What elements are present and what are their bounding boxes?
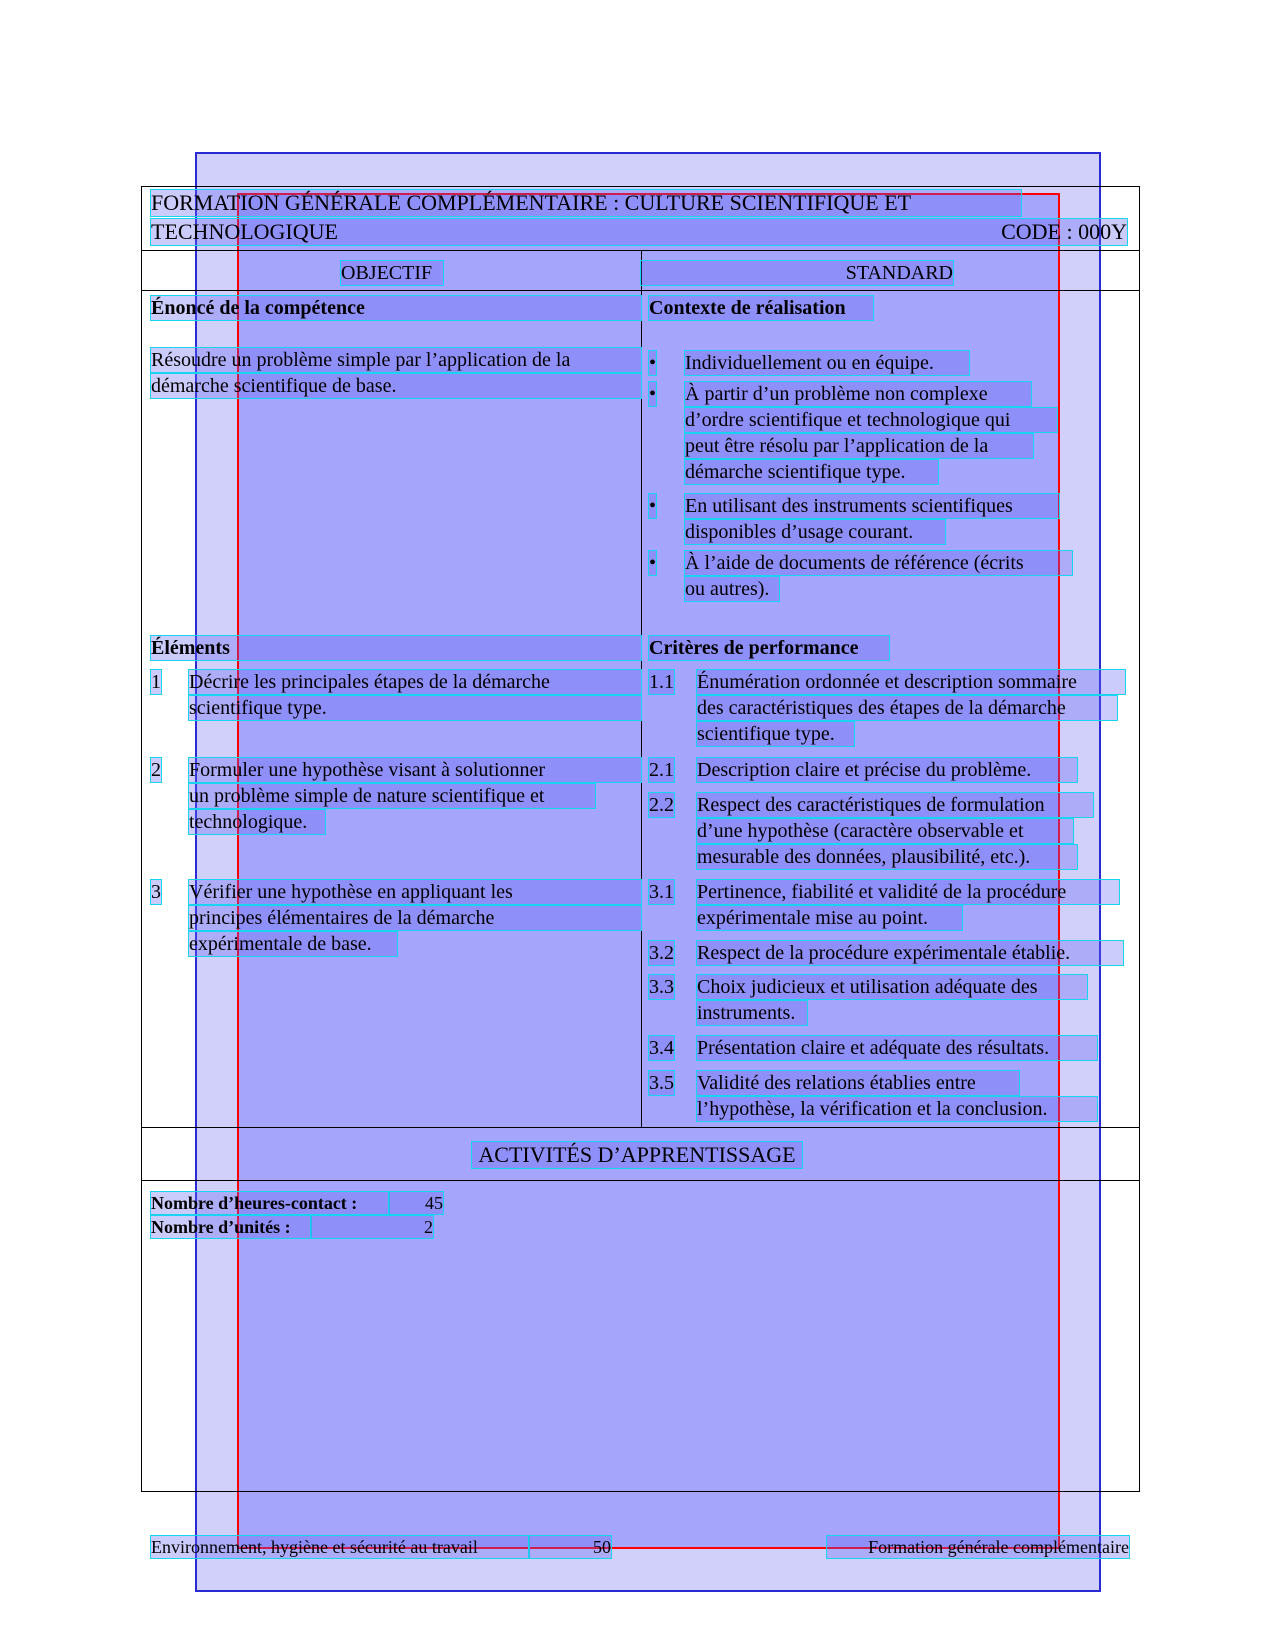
element-2-line-3: technologique. xyxy=(189,810,325,834)
critere-number: 3.4 xyxy=(649,1037,674,1059)
elements-heading: Éléments xyxy=(151,636,641,660)
element-3-line-1: Vérifier une hypothèse en appliquant les xyxy=(189,880,641,904)
element-1-line-1: Décrire les principales étapes de la démarche xyxy=(189,670,641,694)
column-header-standard: STANDARD xyxy=(641,261,953,285)
divider-activities-top xyxy=(141,1127,1140,1128)
element-1-line-2: scientifique type. xyxy=(189,696,641,720)
competence-text-line1: Résoudre un problème simple par l’application de la xyxy=(151,348,641,372)
contexte-heading: Contexte de réalisation xyxy=(649,296,873,320)
competence-heading: Énoncé de la compétence xyxy=(151,296,641,320)
critere-3-1-line-2: expérimentale mise au point. xyxy=(697,906,962,930)
critere-number: 3.5 xyxy=(649,1072,674,1094)
critere-3-5-line-1: Validité des relations établies entre xyxy=(697,1071,1019,1095)
critere-2-2-line-1: Respect des caractéristiques de formulation xyxy=(697,793,1093,817)
critere-1-1-line-1: Énumération ordonnée et description sommaire xyxy=(697,670,1125,694)
column-header-objectif: OBJECTIF xyxy=(341,261,443,285)
contexte-item-2-line-3: peut être résolu par l’application de la xyxy=(685,434,1033,458)
critere-3-3-line-2: instruments. xyxy=(697,1001,807,1025)
contexte-item-2-line-4: démarche scientifique type. xyxy=(685,460,938,484)
contexte-item-2-line-1: À partir d’un problème non complexe xyxy=(685,382,1031,406)
critere-2-2-line-2: d’une hypothèse (caractère observable et xyxy=(697,819,1073,843)
contexte-bullet: • xyxy=(649,383,657,405)
critere-number: 3.3 xyxy=(649,976,674,998)
page-number: 50 xyxy=(529,1536,611,1558)
contexte-bullet: • xyxy=(649,495,657,517)
element-3-line-2: principes élémentaires de la démarche xyxy=(189,906,641,930)
contexte-item-1-line-1: Individuellement ou en équipe. xyxy=(685,351,969,375)
critere-3-3-line-1: Choix judicieux et utilisation adéquate des xyxy=(697,975,1087,999)
activites-heading: ACTIVITÉS D’APPRENTISSAGE xyxy=(472,1142,802,1168)
contexte-item-4-line-1: À l’aide de documents de référence (écrits xyxy=(685,551,1072,575)
unites-value: 2 xyxy=(311,1216,433,1238)
critere-1-1-line-3: scientifique type. xyxy=(697,722,854,746)
heures-label: Nombre d’heures-contact : xyxy=(151,1192,389,1214)
critere-number: 3.1 xyxy=(649,881,674,903)
element-number: 2 xyxy=(151,759,161,781)
page-title-line2 xyxy=(151,219,1127,245)
element-2-line-2: un problème simple de nature scientifique et xyxy=(189,784,595,808)
critere-number: 3.2 xyxy=(649,942,674,964)
heures-value: 45 xyxy=(389,1192,443,1214)
page-title-line2-text: TECHNOLOGIQUE xyxy=(151,219,338,244)
critere-number: 2.1 xyxy=(649,759,674,781)
critere-3-5-line-2: l’hypothèse, la vérification et la conclusion. xyxy=(697,1097,1097,1121)
footer-right: Formation générale complémentaire xyxy=(827,1536,1129,1558)
critere-1-1-line-2: des caractéristiques des étapes de la démarche xyxy=(697,696,1117,720)
contexte-bullet: • xyxy=(649,552,657,574)
critere-3-1-line-1: Pertinence, fiabilité et validité de la procédure xyxy=(697,880,1119,904)
course-code: CODE : 000Y xyxy=(1001,219,1127,244)
critere-number: 2.2 xyxy=(649,794,674,816)
competence-text-line2: démarche scientifique de base. xyxy=(151,374,641,398)
page-title-line1: FORMATION GÉNÉRALE COMPLÉMENTAIRE : CULTURE SCIENTIFIQUE ET xyxy=(151,190,1021,216)
contexte-bullet: • xyxy=(649,352,657,374)
element-number: 1 xyxy=(151,671,161,693)
contexte-item-3-line-1: En utilisant des instruments scientifiques xyxy=(685,494,1059,518)
critere-3-4-line-1: Présentation claire et adéquate des résultats. xyxy=(697,1036,1097,1060)
contexte-item-2-line-2: d’ordre scientifique et technologique qui xyxy=(685,408,1057,432)
critere-2-2-line-3: mesurable des données, plausibilité, etc.). xyxy=(697,845,1077,869)
footer-left: Environnement, hygiène et sécurité au travail xyxy=(151,1536,529,1558)
criteres-heading: Critères de performance xyxy=(649,636,889,660)
contexte-item-4-line-2: ou autres). xyxy=(685,577,779,601)
critere-3-2-line-1: Respect de la procédure expérimentale établie. xyxy=(697,941,1123,965)
critere-2-1-line-1: Description claire et précise du problème. xyxy=(697,758,1077,782)
unites-label: Nombre d’unités : xyxy=(151,1216,311,1238)
element-number: 3 xyxy=(151,881,161,903)
element-2-line-1: Formuler une hypothèse visant à solutionner xyxy=(189,758,641,782)
critere-number: 1.1 xyxy=(649,671,674,693)
divider-activities-bottom xyxy=(141,1180,1140,1181)
contexte-item-3-line-2: disponibles d’usage courant. xyxy=(685,520,945,544)
element-3-line-3: expérimentale de base. xyxy=(189,932,397,956)
column-divider xyxy=(641,250,642,1127)
